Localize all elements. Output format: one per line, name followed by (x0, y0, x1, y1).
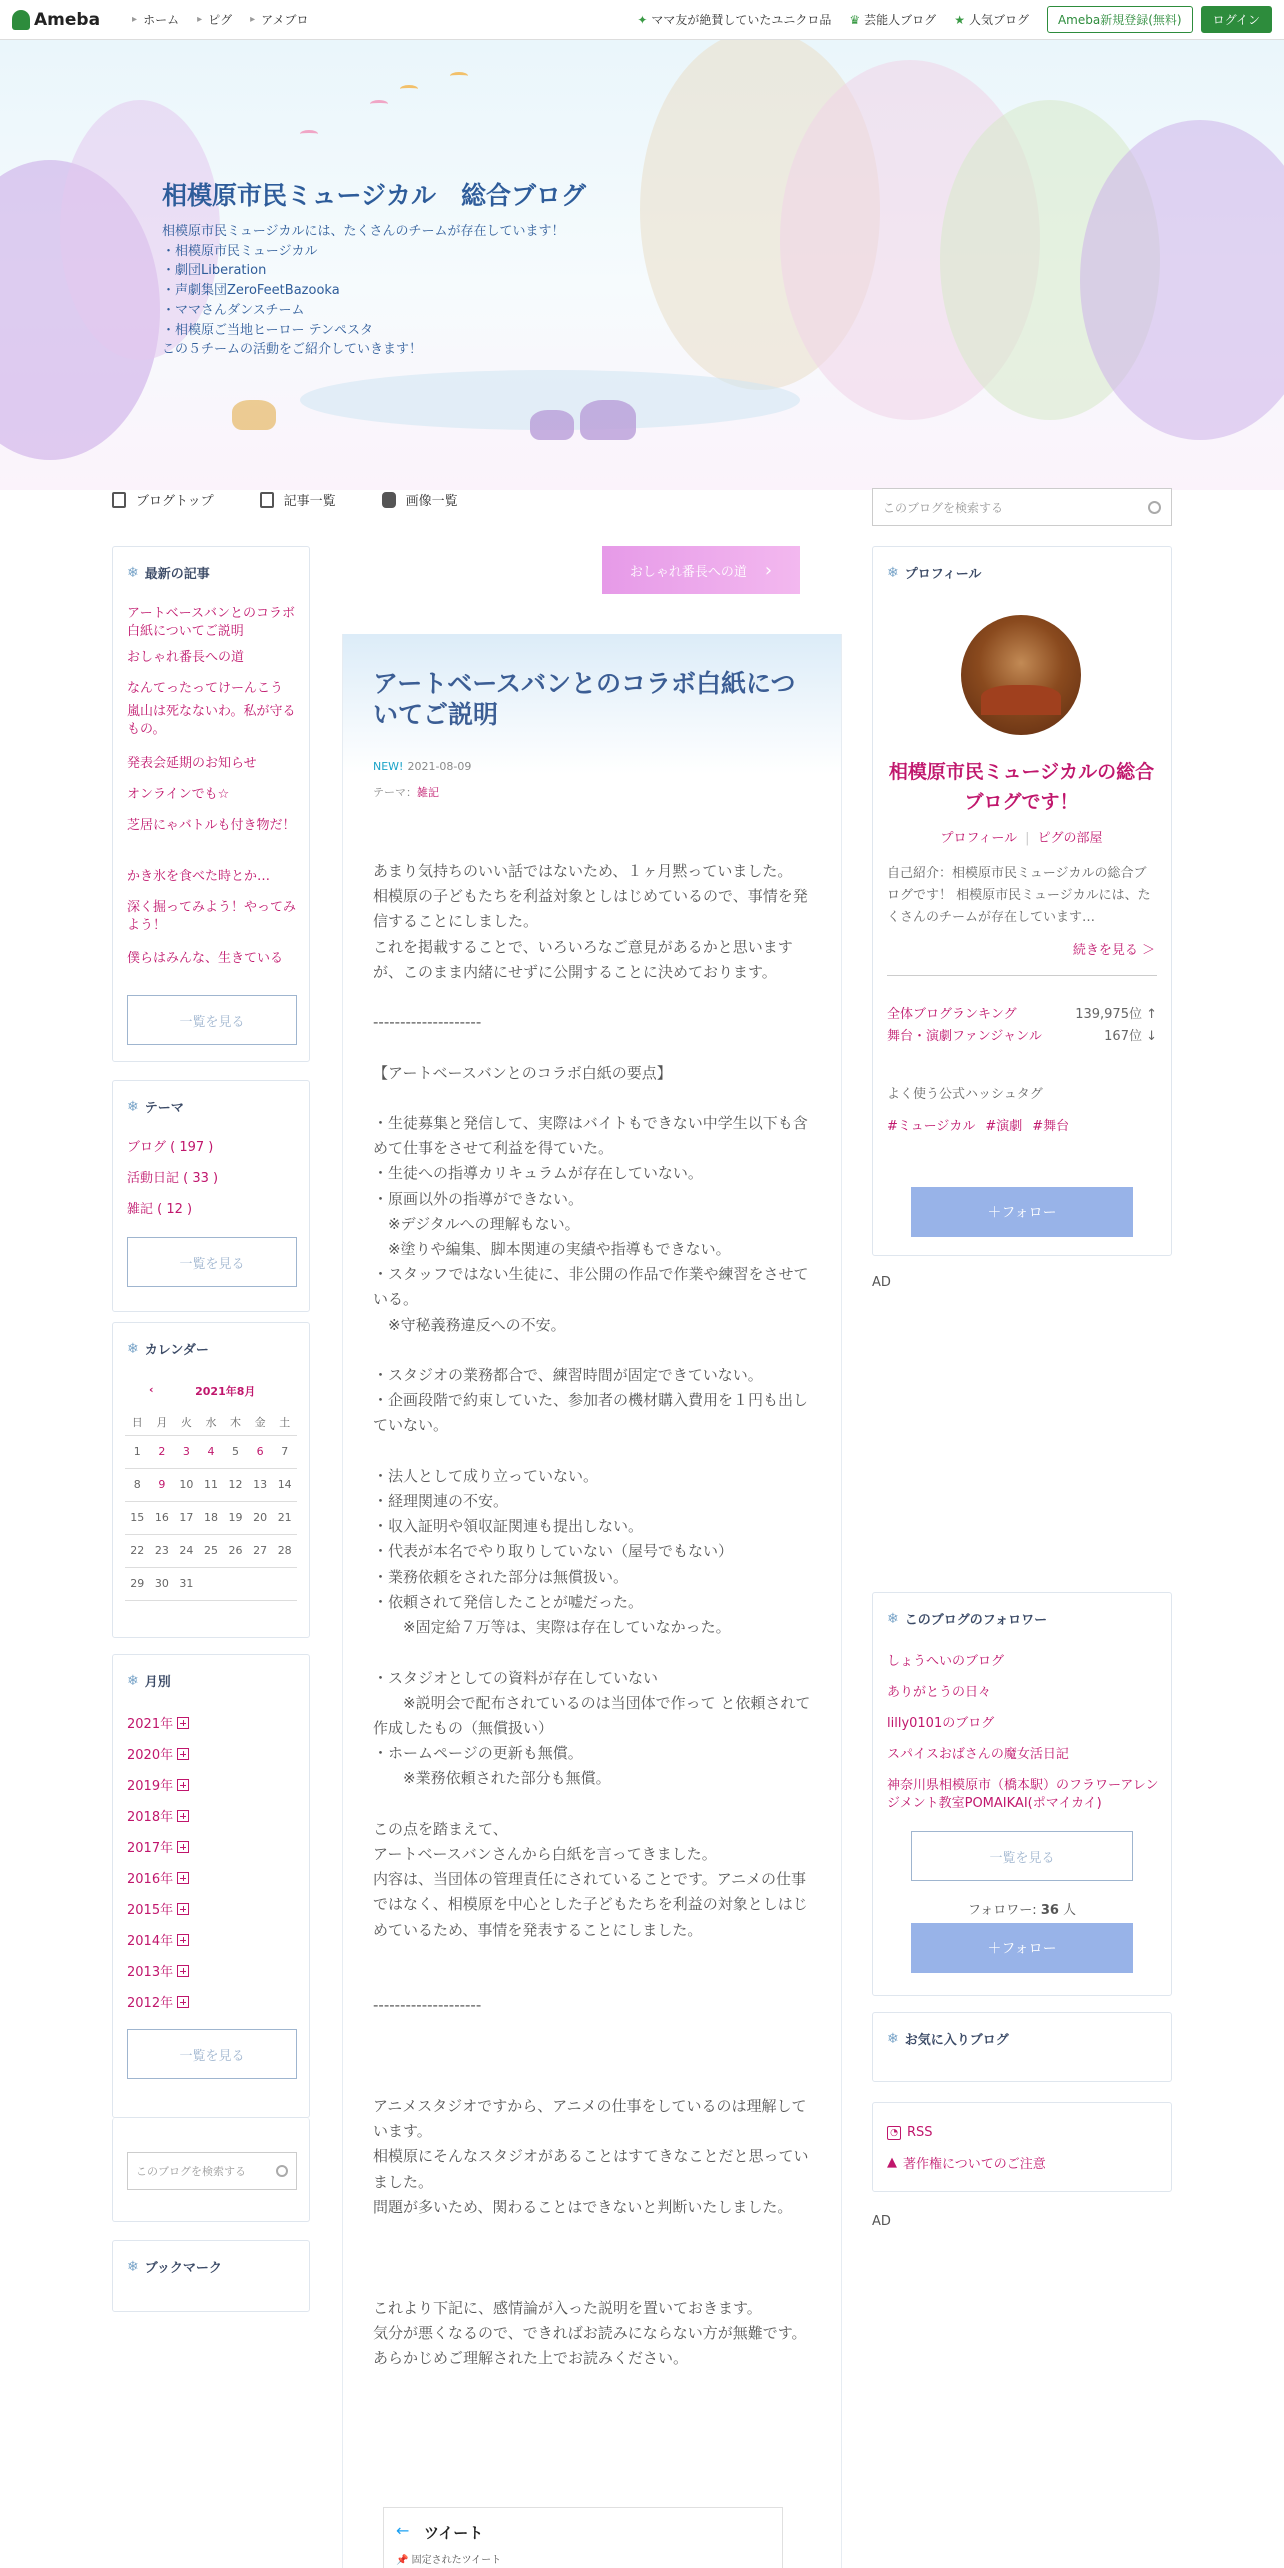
archive-year[interactable] (127, 1899, 189, 1918)
snowflake-icon: ❄ (127, 1098, 139, 1115)
themes-title-text: テーマ (144, 1101, 184, 1116)
calendar-table (125, 1409, 297, 1601)
promo-article-button[interactable] (602, 546, 800, 594)
archive-year-label: 2016年 (127, 1872, 174, 1887)
article-date: 2021-08-09 (407, 760, 472, 773)
calendar-title-text: カレンダー (144, 1343, 209, 1358)
new-badge: NEW! (373, 760, 404, 773)
snowflake-icon: ❄ (127, 2258, 139, 2275)
calendar-weekdays (125, 1409, 297, 1435)
recent-item[interactable]: なんてったってけーんこう (127, 681, 284, 696)
archive-year-label: 2020年 (127, 1748, 174, 1763)
pin-icon: 📌 (396, 2555, 412, 2566)
ameba-logo-icon (12, 10, 30, 30)
calendar-day: 10 (174, 1468, 199, 1501)
follower-item[interactable]: ありがとうの日々 (887, 1685, 992, 1700)
recent-title-text: 最新の記事 (144, 567, 210, 582)
calendar-day: 27 (248, 1534, 273, 1567)
rss-link[interactable] (887, 2125, 933, 2140)
calendar-day: 14 (272, 1468, 297, 1501)
nav-article-list-label: 記事一覧 (283, 494, 336, 509)
archive-year[interactable] (127, 1992, 189, 2011)
search-placeholder: このブログを検索する (883, 500, 1004, 515)
calendar-day: 29 (125, 1567, 150, 1600)
arrow-left-icon: ← (396, 2521, 410, 2540)
blog-nav (112, 490, 504, 509)
calendar-weekday: 火 (174, 1409, 199, 1435)
calendar-day[interactable]: 6 (248, 1435, 273, 1468)
nav-pigg[interactable]: ▸ ピグ (197, 11, 232, 28)
rss-box (872, 2102, 1172, 2192)
recent-item[interactable]: アートベースバンとのコラボ白紙についてご説明 (127, 606, 295, 639)
avatar[interactable] (961, 615, 1081, 735)
favorites-title-text: お気に入りブログ (904, 2033, 1009, 2048)
expand-plus-icon[interactable] (177, 1903, 189, 1915)
ranking-overall-label[interactable]: 全体ブログランキング (887, 1007, 1017, 1022)
recent-title (113, 547, 309, 582)
link-uniqlo-label: ママ友が絶賛していたユニクロ品 (651, 13, 832, 27)
theme-item[interactable]: 雑記 ( 12 ) (127, 1202, 193, 1217)
calendar-day: 12 (223, 1468, 248, 1501)
search-icon[interactable] (1148, 501, 1161, 514)
themes-title (113, 1081, 309, 1116)
side-search-placeholder: このブログを検索する (136, 2165, 246, 2178)
register-button[interactable]: Ameba新規登録(無料) (1047, 6, 1193, 33)
calendar-empty (199, 1567, 224, 1600)
deer-decoration (530, 410, 574, 440)
calendar-week (125, 1468, 297, 1501)
theme-item[interactable]: ブログ ( 197 ) (127, 1140, 214, 1155)
calendar-week (125, 1534, 297, 1567)
expand-plus-icon[interactable] (177, 1779, 189, 1791)
followers-title (873, 1593, 1171, 1628)
copyright-link[interactable] (887, 2153, 1046, 2172)
hashtag-list (887, 1115, 1069, 1134)
snowflake-icon: ❄ (127, 1340, 139, 1357)
calendar-box (112, 1322, 310, 1638)
copy-icon (260, 492, 274, 508)
ranking-genre-value: 167位 ↓ (1104, 1029, 1157, 1044)
recent-item[interactable]: 嵐山は死なないわ。私が守るもの。 (127, 704, 296, 737)
archive-year[interactable] (127, 1775, 189, 1794)
divider (887, 975, 1157, 976)
document-icon (112, 492, 126, 508)
expand-plus-icon[interactable] (177, 1996, 189, 2008)
follower-item[interactable]: lilly0101のブログ (887, 1716, 995, 1731)
article-meta (373, 760, 471, 773)
article-container (342, 634, 842, 2568)
hashtag[interactable]: #ミュージカル (887, 1119, 976, 1134)
rss-icon: ◔ (887, 2126, 901, 2140)
header-right (619, 6, 1272, 33)
calendar-day: 24 (174, 1534, 199, 1567)
snowflake-icon: ❄ (887, 2030, 899, 2047)
expand-plus-icon[interactable] (177, 1717, 189, 1729)
nav-article-list[interactable] (260, 490, 336, 509)
calendar-weekday: 金 (248, 1409, 273, 1435)
hashtag[interactable]: #舞台 (1032, 1119, 1070, 1134)
archive-year[interactable] (127, 1961, 189, 1980)
rss-label: RSS (907, 2125, 933, 2140)
snowflake-icon: ❄ (127, 564, 139, 581)
calendar-empty (248, 1567, 273, 1600)
read-more-link[interactable]: 続きを見る ＞ (1072, 943, 1155, 958)
blog-description: 相模原市民ミュージカルには、たくさんのチームが存在しています！ ・相模原市民ミュージカル ・劇団Liberation ・声劇集団ZeroFeetBazooka ・ママさんダンスチーム ・相模原ご当地ヒーロー テンペスタ この５チームの活動をご紹介していきます！ (162, 224, 565, 358)
calendar-month-label: 2021年8月 (195, 1385, 256, 1398)
snowflake-icon: ❄ (887, 1610, 899, 1627)
favorites-box (872, 2012, 1172, 2082)
calendar-day: 30 (150, 1567, 175, 1600)
archive-year[interactable] (127, 1713, 189, 1732)
article-body: あまり気持ちのいい話ではないため、１ヶ月黙っていました。 相模原の子どもたちを利益対象としはじめているので、事情を発信することにしました。 これを掲載することで、いろいろなご意見があるかと思いますが、このまま内緒にせずに公開することに決めております。 -------------------- 【アートベースバンとのコラボ白紙の要点】 ・生徒募集と発信して、実際はバイトもできない中学生以下も含めて仕事をさせて利益を得ていた。 ・生徒への指導カリキュラムが存在していない。 ・原画以外の指導ができない。 ※デジタルへの理解もない。 ※塗りや編集、脚本関連の実績や指導もできない。 ・スタッフではない生徒に、非公開の作品で作業や練習をさせている。 ※守秘義務違反への不安。 ・スタジオの業務都合で、練習時間が固定できていない。 ・企画段階で約束していた、参加者の機材購入費用を１円も出していない。 ・法人として成り立っていない。 ・経理関連の不安。 ・収入証明や領収証関連も提出しない。 ・代表が本名でやり取りしていない（屋号でもない） ・業務依頼をされた部分は無償扱い。 ・依頼されて発信したことが嘘だった。 ※固定給７万等は、実際は存在していなかった。 ・スタジオとしての資料が存在していない ※説明会で配布されているのは当団体で作って と依頼されて作成したもの（無償扱い） ・ホームページの更新も無償。 ※業務依頼された部分も無償。 この点を踏まえて、 アートベースバンさんから白紙を言ってきました。 内容は、当団体の管理責任にされていることです。アニメの仕事ではなく、相模原を中心とした子どもたちを利益の対象としはじめているため、事情を発表することにしました。 -------------------- アニメスタジオですから、アニメの仕事をしているのは理解しています。 相模原にそんなスタジオがあることはすてきなことだと思っていました。 問題が多いため、関わることはできないと判断いたしました。 これより下記に、感情論が入った説明を置いておきます。 気分が悪くなるので、できればお読みにならない方が無難です。 あらかじめご理解された上でお読みください。 (373, 862, 811, 2367)
archive-year-label: 2015年 (127, 1903, 174, 1918)
link-celebrity-label: 芸能人ブログ (864, 13, 937, 27)
calendar-week (125, 1501, 297, 1534)
bookmark-title (113, 2241, 309, 2276)
calendar-weekday: 水 (199, 1409, 224, 1435)
pinned-text: 固定されたツイート (411, 2555, 502, 2566)
profile-intro: 自己紹介：相模原市民ミュージカルの総合ブログです！ 相模原市民ミュージカルには、たくさんのチームが存在しています… (887, 866, 1151, 925)
calendar-day: 13 (248, 1468, 273, 1501)
profile-title-text: プロフィール (904, 567, 982, 582)
follower-count-label: フォロワー: (967, 1903, 1037, 1918)
link-celebrity-blog[interactable] (849, 11, 936, 28)
calendar-day: 18 (199, 1501, 224, 1534)
calendar-day: 17 (174, 1501, 199, 1534)
ranking-genre (887, 1025, 1157, 1044)
theme-link[interactable]: 雑記 (417, 786, 439, 799)
tweet-title: ツイート (424, 2524, 484, 2542)
embedded-tweet[interactable] (383, 2507, 783, 2568)
recent-item[interactable]: おしゃれ番長への道 (127, 650, 245, 665)
archive-year-label: 2018年 (127, 1810, 174, 1825)
calendar-empty (223, 1567, 248, 1600)
recent-item[interactable]: 発表会延期のお知らせ (127, 756, 257, 771)
warning-icon: ▲ (887, 2155, 897, 2170)
expand-plus-icon[interactable] (177, 1872, 189, 1884)
calendar-day[interactable]: 3 (174, 1435, 199, 1468)
link-popular-label: 人気ブログ (968, 13, 1029, 27)
theme-label: テーマ： (373, 786, 417, 799)
bookmark-title-text: ブックマーク (144, 2261, 222, 2276)
profile-box (872, 546, 1172, 1256)
nav-ameblo[interactable]: ▸ アメブロ (250, 11, 308, 28)
global-header (0, 0, 1284, 40)
deer-decoration (580, 400, 636, 440)
crown-icon: ♛ (849, 12, 861, 27)
recent-list (127, 605, 299, 974)
camera-icon (382, 492, 396, 508)
theme-item[interactable]: 活動日記 ( 33 ) (127, 1171, 219, 1186)
followers-list (887, 1653, 1159, 1821)
search-icon[interactable] (276, 2165, 288, 2177)
archive-year[interactable] (127, 1868, 189, 1887)
expand-plus-icon[interactable] (177, 1934, 189, 1946)
profile-link[interactable]: プロフィール (940, 831, 1018, 846)
follower-item[interactable]: 神奈川県相模原市（橋本駅）のフラワーアレンジメント教室POMAIKAI(ポマイカイ) (887, 1778, 1159, 1811)
calendar-day: 23 (150, 1534, 175, 1567)
bookmark-box (112, 2240, 310, 2312)
side-search-input[interactable] (127, 2152, 297, 2190)
bird-decoration (450, 72, 468, 80)
recent-item[interactable]: 僕らはみんな、生きている (127, 951, 284, 966)
themes-box (112, 1080, 310, 1312)
calendar-day: 5 (223, 1435, 248, 1468)
calendar-day: 28 (272, 1534, 297, 1567)
calendar-day: 20 (248, 1501, 273, 1534)
archive-year-label: 2013年 (127, 1965, 174, 1980)
calendar-day: 26 (223, 1534, 248, 1567)
calendar-day: 7 (272, 1435, 297, 1468)
recent-articles-box (112, 546, 310, 1062)
article-theme (373, 784, 439, 800)
calendar-day[interactable]: 9 (150, 1468, 175, 1501)
calendar-day: 25 (199, 1534, 224, 1567)
follower-count (873, 1899, 1171, 1918)
ameba-logo[interactable] (12, 10, 100, 30)
follower-item[interactable]: しょうへいのブログ (887, 1654, 1005, 1669)
nav-image-list-label: 画像一覧 (405, 494, 458, 509)
calendar-day: 16 (150, 1501, 175, 1534)
calendar-day: 22 (125, 1534, 150, 1567)
ranking-genre-label[interactable]: 舞台・演劇ファンジャンル (887, 1029, 1042, 1044)
calendar-month (125, 1383, 297, 1399)
themes-list (127, 1139, 218, 1232)
follow-button[interactable]: ＋フォロー (911, 1187, 1133, 1237)
calendar-day: 8 (125, 1468, 150, 1501)
article-title[interactable]: アートベースバンとのコラボ白紙についてご説明 (373, 669, 796, 729)
chevron-left-icon[interactable]: ‹ (149, 1383, 154, 1396)
bird-decoration (400, 85, 418, 93)
calendar-day[interactable]: 2 (150, 1435, 175, 1468)
star-icon: ★ (954, 12, 965, 27)
calendar-day[interactable]: 4 (199, 1435, 224, 1468)
login-button[interactable]: ログイン (1201, 6, 1272, 33)
snowflake-icon: ❄ (887, 564, 899, 581)
calendar-days (125, 1435, 297, 1600)
archive-year[interactable] (127, 1744, 189, 1763)
recent-item[interactable]: 芝居にゃバトルも付き物だ！ (127, 818, 296, 833)
divider: | (1025, 831, 1030, 846)
copyright-label: 著作権についてのご注意 (903, 2157, 1046, 2172)
link-uniqlo[interactable] (637, 11, 831, 28)
calendar-day: 11 (199, 1468, 224, 1501)
logo-text: Ameba (34, 9, 101, 30)
archive-year-label: 2014年 (127, 1934, 174, 1949)
archive-year[interactable] (127, 1837, 189, 1856)
nav-image-list[interactable] (382, 490, 458, 509)
follower-item[interactable]: スパイスおばさんの魔女活日記 (887, 1747, 1069, 1762)
recent-more-button[interactable]: 一覧を見る (127, 995, 297, 1045)
favorites-title (873, 2013, 1171, 2048)
ranking-overall-value: 139,975位 ↑ (1075, 1007, 1157, 1022)
calendar-day: 31 (174, 1567, 199, 1600)
nav-home[interactable]: ▸ ホーム (132, 11, 179, 28)
calendar-day: 15 (125, 1501, 150, 1534)
bird-decoration (370, 100, 388, 108)
ranking-overall (887, 1003, 1157, 1022)
archive-year-label: 2021年 (127, 1717, 174, 1732)
snowflake-icon: ❄ (127, 1672, 139, 1689)
archive-year-label: 2019年 (127, 1779, 174, 1794)
promo-label: おしゃれ番長への道 (629, 564, 747, 580)
expand-plus-icon[interactable] (177, 1841, 189, 1853)
profile-name[interactable]: 相模原市民ミュージカルの総合ブログです！ (888, 761, 1155, 813)
archive-year[interactable] (127, 1806, 189, 1825)
archive-year-label: 2012年 (127, 1996, 174, 2011)
recent-item[interactable]: オンラインでも☆ (127, 787, 230, 802)
pinned-tweet-label (396, 2551, 501, 2566)
recent-item[interactable]: 深く掘ってみよう！やってみよう！ (127, 900, 297, 933)
ad-label: AD (872, 1275, 891, 1290)
archive-year-label: 2017年 (127, 1841, 174, 1856)
nav-blog-top[interactable] (112, 490, 214, 509)
profile-title (873, 547, 1171, 582)
calendar-weekday: 木 (223, 1409, 248, 1435)
followers-title-text: このブログのフォロワー (904, 1613, 1048, 1628)
bird-decoration (300, 130, 318, 138)
nav-blog-top-label: ブログトップ (136, 494, 214, 509)
expand-plus-icon[interactable] (177, 1748, 189, 1760)
blog-title[interactable]: 相模原市民ミュージカル 総合ブログ (162, 181, 587, 210)
calendar-weekday: 日 (125, 1409, 150, 1435)
monthly-archive-box (112, 1654, 310, 2118)
expand-plus-icon[interactable] (177, 1810, 189, 1822)
follower-count-value: 36 (1040, 1903, 1059, 1918)
follow-button[interactable]: ＋フォロー (911, 1923, 1133, 1973)
calendar-weekday: 土 (272, 1409, 297, 1435)
link-popular-blog[interactable] (954, 11, 1029, 28)
calendar-week (125, 1435, 297, 1468)
calendar-title (113, 1323, 309, 1358)
calendar-day: 1 (125, 1435, 150, 1468)
ad-label: AD (872, 2214, 891, 2229)
hashtag-title: よく使う公式ハッシュタグ (887, 1087, 1043, 1102)
follower-count-unit: 人 (1063, 1903, 1077, 1918)
monthly-more-button[interactable]: 一覧を見る (127, 2029, 297, 2079)
blog-search-input[interactable] (872, 488, 1172, 526)
themes-more-button[interactable]: 一覧を見る (127, 1237, 297, 1287)
pigg-room-link[interactable]: ピグの部屋 (1037, 831, 1103, 846)
hashtag[interactable]: #演劇 (985, 1119, 1023, 1134)
calendar-weekday: 月 (150, 1409, 175, 1435)
recent-item[interactable]: かき氷を食べた時とか… (127, 869, 271, 884)
profile-links (873, 827, 1170, 846)
monthly-title (113, 1655, 309, 1690)
archive-year[interactable] (127, 1930, 189, 1949)
calendar-week (125, 1567, 297, 1600)
followers-box (872, 1592, 1172, 1996)
deer-decoration (232, 400, 276, 430)
calendar-widget (125, 1383, 297, 1601)
calendar-empty (272, 1567, 297, 1600)
expand-plus-icon[interactable] (177, 1965, 189, 1977)
monthly-title-text: 月別 (144, 1675, 171, 1690)
chevron-right-icon: › (764, 559, 773, 581)
side-search-box (112, 2118, 310, 2222)
followers-more-button[interactable]: 一覧を見る (911, 1831, 1133, 1881)
blog-header-banner (0, 40, 1284, 490)
calendar-day: 19 (223, 1501, 248, 1534)
sparkle-icon: ✦ (637, 12, 648, 27)
calendar-day: 21 (272, 1501, 297, 1534)
